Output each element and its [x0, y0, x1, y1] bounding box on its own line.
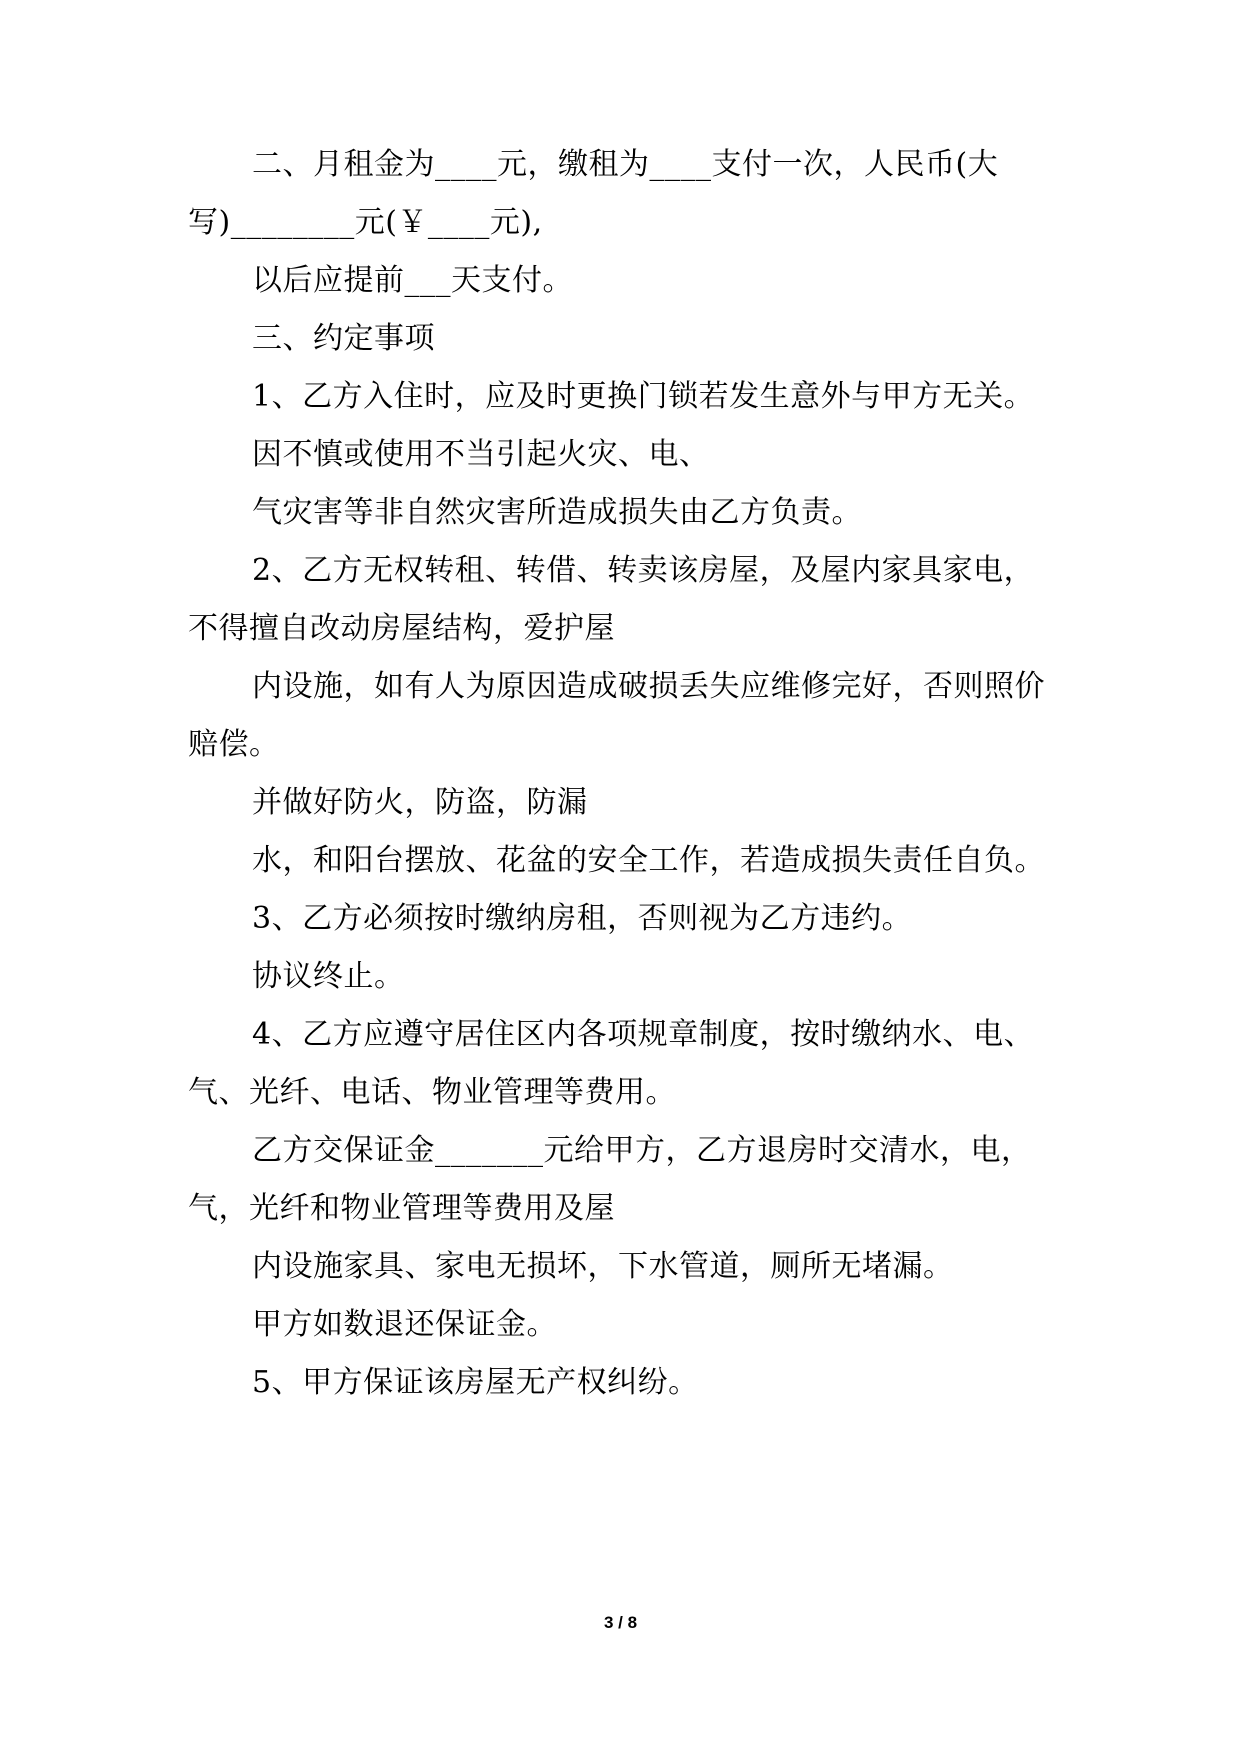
text-line: 内设施，如有人为原因造成破损丢失应维修完好，否则照价 — [252, 669, 1045, 704]
text-line: 不得擅自改动房屋结构，爱护屋 — [188, 611, 615, 646]
text-line: 赔偿。 — [188, 727, 280, 762]
text-line: 5、甲方保证该房屋无产权纠纷。 — [252, 1365, 699, 1400]
text-line: 因不慎或使用不当引起火灾、电、 — [252, 437, 710, 472]
text-line: 1、乙方入住时，应及时更换门锁若发生意外与甲方无关。 — [252, 379, 1035, 414]
text-line: 写)________元(￥____元), — [188, 205, 543, 240]
section-heading: 三、约定事项 — [252, 321, 435, 356]
page-number: 3 / 8 — [603, 1613, 638, 1632]
text-line: 乙方交保证金_______元给甲方，乙方退房时交清水，电， — [252, 1133, 1032, 1168]
text-line: 4、乙方应遵守居住区内各项规章制度，按时缴纳水、电、 — [252, 1017, 1035, 1052]
text-line: 二、月租金为____元，缴租为____支付一次，人民币(大 — [252, 147, 999, 182]
text-line: 甲方如数退还保证金。 — [252, 1307, 557, 1342]
text-line: 气、光纤、电话、物业管理等费用。 — [188, 1075, 676, 1110]
text-line: 水，和阳台摆放、花盆的安全工作，若造成损失责任自负。 — [252, 843, 1045, 878]
text-line: 以后应提前___天支付。 — [252, 263, 573, 298]
text-line: 气，光纤和物业管理等费用及屋 — [188, 1191, 615, 1226]
text-line: 气灾害等非自然灾害所造成损失由乙方负责。 — [252, 495, 862, 530]
text-line: 3、乙方必须按时缴纳房租，否则视为乙方违约。 — [252, 901, 913, 936]
text-line: 协议终止。 — [252, 959, 405, 994]
text-line: 2、乙方无权转租、转借、转卖该房屋，及屋内家具家电， — [252, 553, 1035, 588]
text-line: 并做好防火，防盗，防漏 — [252, 785, 588, 820]
text-line: 内设施家具、家电无损坏，下水管道，厕所无堵漏。 — [252, 1249, 954, 1284]
